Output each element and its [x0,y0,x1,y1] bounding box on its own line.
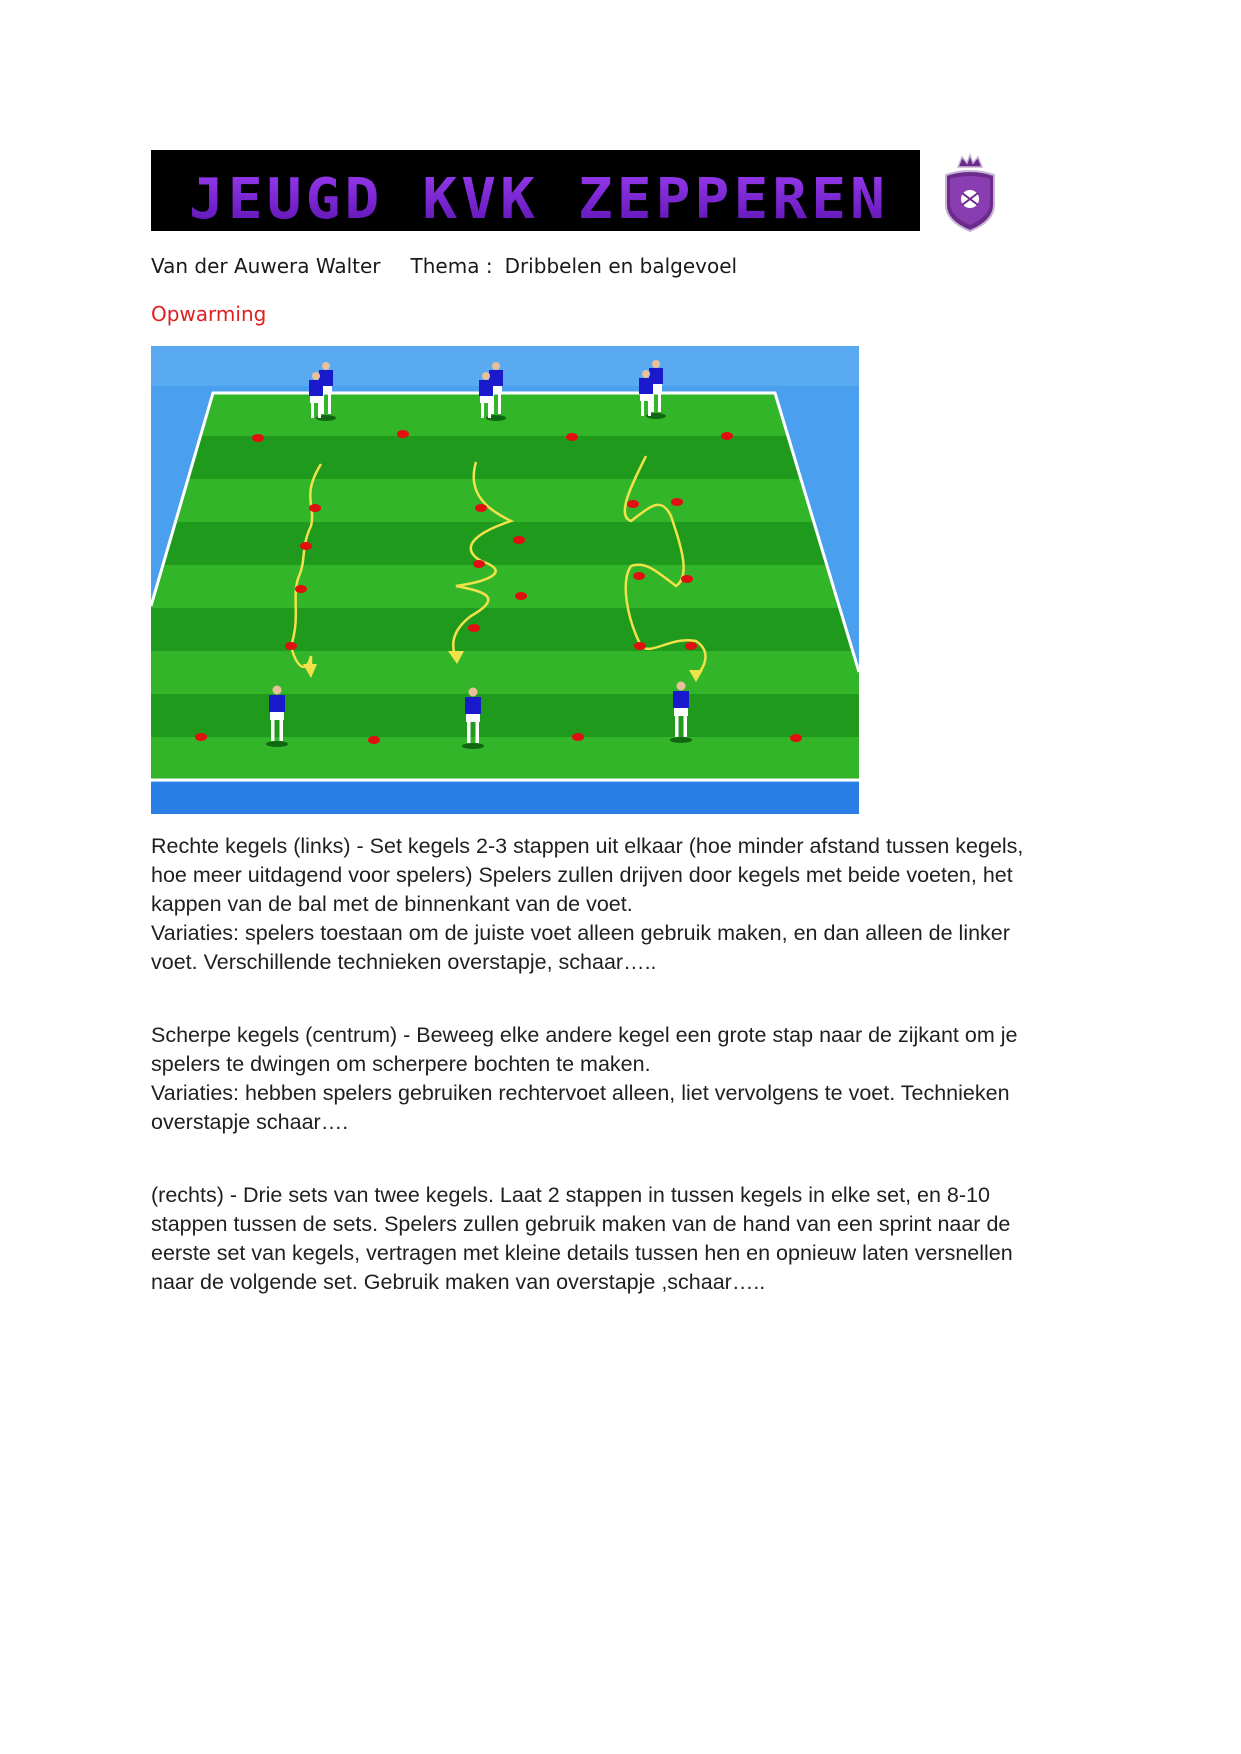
paragraph-line: hoe meer uitdagend voor spelers) Spelers zullen drijven door kegels met beide voeten, het [151,863,1013,887]
paragraph-straight-cones [151,832,1091,977]
theme-value: Dribbelen en balgevoel [504,254,738,278]
paragraph-line: eerste set van kegels, vertragen met kleine details tussen hen en opnieuw laten versnellen [151,1241,1013,1265]
paragraph-line: spelers te dwingen om scherpere bochten te maken. [151,1052,651,1076]
paragraph-sharp-cones [151,1021,1091,1137]
meta-line [151,254,737,278]
paragraph-line: voet. Verschillende technieken overstapje, schaar….. [151,950,657,974]
theme-label: Thema : [410,254,493,278]
paragraph-line: kappen van de bal met de binnenkant van de voet. [151,892,633,916]
paragraph-line: (rechts) - Drie sets van twee kegels. Laat 2 stappen in tussen kegels in elke set, en 8-10 [151,1183,990,1207]
banner-title: JEUGD KVK ZEPPEREN [189,167,889,231]
paragraph-line: Rechte kegels (links) - Set kegels 2-3 stappen uit elkaar (hoe minder afstand tussen kegels, [151,834,1024,858]
paragraph-line: overstapje schaar…. [151,1110,349,1134]
club-crest-icon [940,153,1000,233]
paragraph-right-sets [151,1181,1091,1297]
paragraph-line: Variaties: spelers toestaan om de juiste voet alleen gebruik maken, en dan alleen de linker [151,921,1010,945]
drill-diagram [151,346,859,814]
header-banner [151,150,920,231]
paragraph-line: naar de volgende set. Gebruik maken van overstapje ,schaar….. [151,1270,766,1294]
author-name: Van der Auwera Walter [151,254,381,278]
paragraph-line: Scherpe kegels (centrum) - Beweeg elke andere kegel een grote stap naar de zijkant om je [151,1023,1018,1047]
paragraph-line: Variaties: hebben spelers gebruiken rechtervoet alleen, liet vervolgens te voet. Technieken [151,1081,1010,1105]
section-title: Opwarming [151,302,267,326]
pitch [151,393,859,780]
paragraph-line: stappen tussen de sets. Spelers zullen gebruik maken van de hand van een sprint naar de [151,1212,1011,1236]
banner-logo [151,150,920,231]
